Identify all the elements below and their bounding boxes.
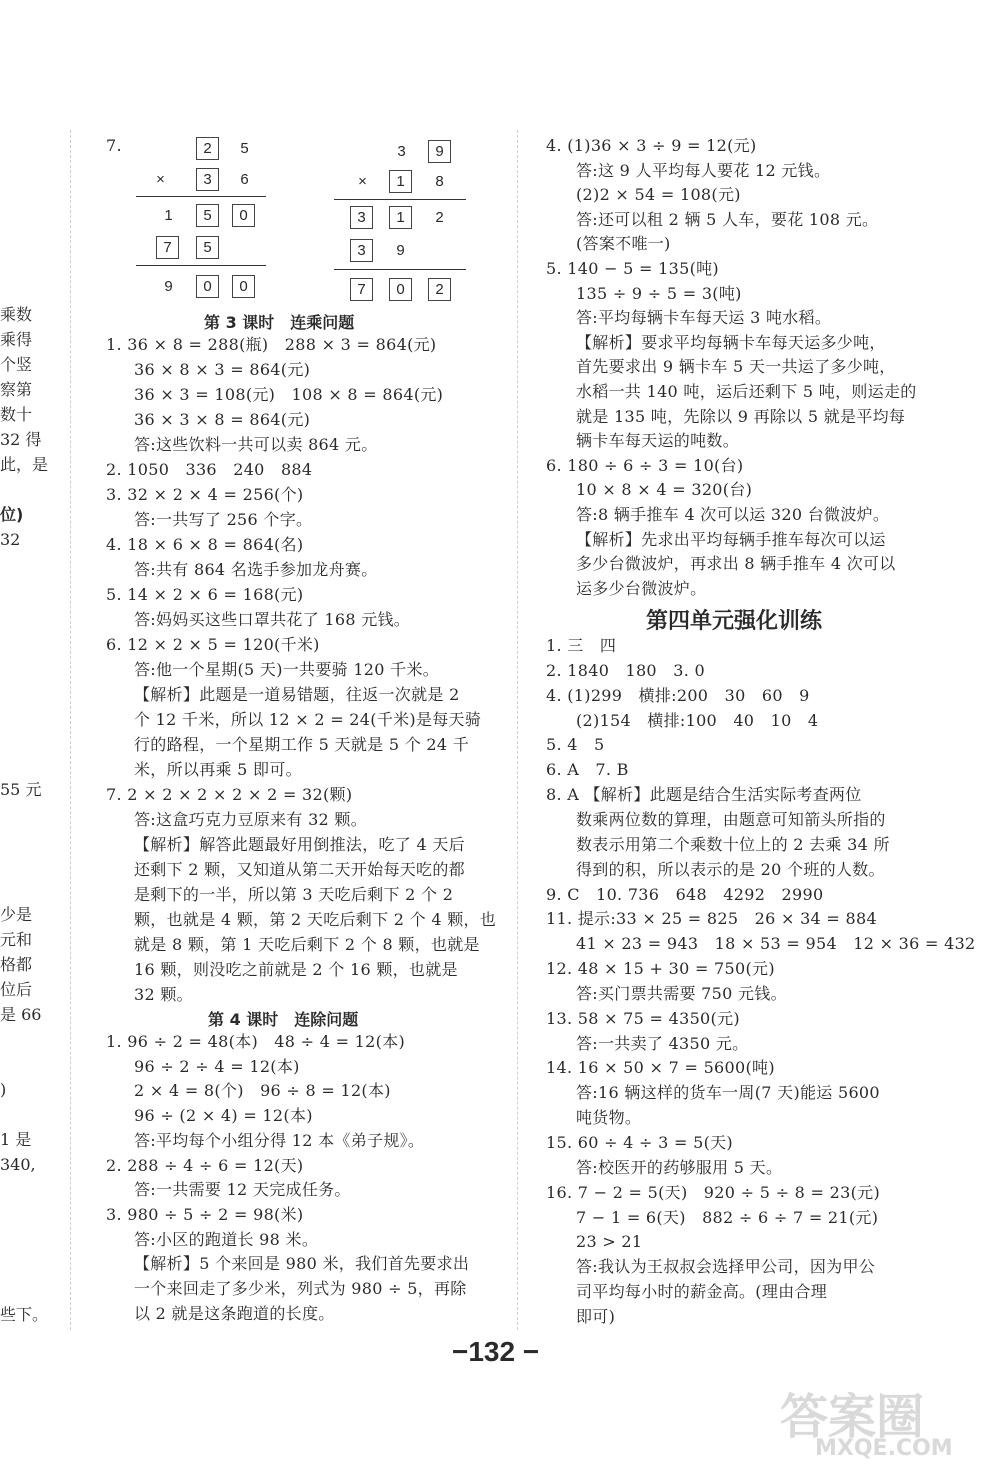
answer-line: 10 × 8 × 4 = 320(台) xyxy=(576,480,753,500)
digit-box: 5 xyxy=(196,236,219,259)
answer-line: 【解析】解答此题最好用倒推法，吃了 4 天后 xyxy=(134,835,465,854)
answer-line: 多少台微波炉，再求出 8 辆手推车 4 次可以 xyxy=(576,554,896,574)
answer-line: 36 × 3 × 8 = 864(元) xyxy=(134,410,311,429)
answer-line: 答:一共需要 12 天完成任务。 xyxy=(134,1180,351,1200)
answer-line: 23 > 21 xyxy=(576,1232,643,1252)
answer-line: 2 × 4 = 8(个) 96 ÷ 8 = 12(本) xyxy=(134,1081,391,1101)
answer-line: 1. 三 四 xyxy=(546,636,617,655)
answer-line: 辆卡车每天运的吨数。 xyxy=(576,431,740,451)
cut-off-text: 位) xyxy=(0,505,24,524)
answer-line: 就是 8 颗，第 1 天吃后剩下 2 个 8 颗，也就是 xyxy=(134,935,480,954)
answer-line: 4. (1)36 × 3 ÷ 9 = 12(元) xyxy=(546,136,757,155)
digit-box: 1 xyxy=(389,170,412,193)
rule-line xyxy=(136,196,266,197)
answer-line: 36 × 3 = 108(元) 108 × 8 = 864(元) xyxy=(134,385,444,404)
answer-line: 【解析】先求出平均每辆手推车每次可以运 xyxy=(576,529,886,549)
answer-line: 【解析】要求平均每辆卡车每天运多少吨， xyxy=(576,332,886,352)
answer-line: 【解析】5 个来回是 980 米，我们首先要求出 xyxy=(134,1254,470,1274)
cut-off-text: 些下。 xyxy=(0,1305,49,1324)
answer-line: 数表示用第二个乘数十位上的 2 去乘 34 所 xyxy=(576,834,890,854)
section-heading: 第 4 课时 连除问题 xyxy=(208,1010,359,1029)
digit-box: 3 xyxy=(350,239,373,262)
answer-line: 答:我认为王叔叔会选择甲公司，因为甲公 xyxy=(576,1257,876,1277)
answer-line: 6. A 7. B xyxy=(546,760,629,780)
column-divider xyxy=(517,130,518,1330)
answer-line: 得到的积，所以表示的是 20 个班的人数。 xyxy=(576,859,885,879)
cut-off-text: 55 元 xyxy=(0,780,42,799)
answer-line: 【解析】此题是一道易错题，往返一次就是 2 xyxy=(134,685,460,704)
digit-box: 1 xyxy=(389,206,412,229)
digit-box: 0 xyxy=(389,278,412,301)
answer-line: 2. 1050 336 240 884 xyxy=(106,460,313,479)
answer-line: 答:共有 864 名选手参加龙舟赛。 xyxy=(134,560,378,579)
answer-line: 1. 96 ÷ 2 = 48(本) 48 ÷ 4 = 12(本) xyxy=(106,1032,406,1051)
unit-heading: 第四单元强化训练 xyxy=(646,609,823,634)
cut-off-text: 此，是 xyxy=(0,455,49,474)
multiply-sign: × xyxy=(156,171,165,188)
answer-line: 7 − 1 = 6(天) 882 ÷ 6 ÷ 7 = 21(元) xyxy=(576,1207,879,1227)
rule-line xyxy=(334,199,466,200)
cut-off-text: 乘得 xyxy=(0,330,33,349)
digit: 5 xyxy=(240,140,249,157)
answer-line: 答:16 辆这样的货车一周(7 天)能运 5600 xyxy=(576,1083,880,1103)
answer-line: (2)154 横排:100 40 10 4 xyxy=(576,710,819,730)
answer-line: 颗，也就是 4 颗，第 2 天吃后剩下 2 个 4 颗，也 xyxy=(134,910,497,929)
answer-line: 答:平均每辆卡车每天运 3 吨水稻。 xyxy=(576,308,832,328)
digit-box: 0 xyxy=(232,275,255,298)
answer-line: 5. 14 × 2 × 6 = 168(元) xyxy=(106,585,304,604)
cut-off-text: 340, xyxy=(0,1155,36,1174)
answer-line: 答:妈妈买这些口罩共花了 168 元钱。 xyxy=(134,610,411,629)
column-divider xyxy=(70,130,71,1330)
answer-line: 答:小区的跑道长 98 米。 xyxy=(134,1229,319,1249)
answer-line: 司平均每小时的薪金高。(理由合理 xyxy=(576,1282,828,1302)
digit: 8 xyxy=(435,173,444,190)
digit: 9 xyxy=(396,242,405,259)
watermark: 答案圈 xyxy=(780,1389,925,1445)
rule-line xyxy=(334,269,466,270)
answer-line: 36 × 8 × 3 = 864(元) xyxy=(134,360,311,379)
rule-line xyxy=(136,265,266,266)
digit: 2 xyxy=(435,209,444,226)
answer-line: 41 × 23 = 943 18 × 53 = 954 12 × 36 = 432 xyxy=(576,934,976,954)
answer-line: 答:这盒巧克力豆原来有 32 颗。 xyxy=(134,810,368,829)
answer-line: 5. 4 5 xyxy=(546,735,605,755)
cut-off-text: ) xyxy=(0,1080,7,1099)
digit-box: 0 xyxy=(196,275,219,298)
answer-line: 4. 18 × 6 × 8 = 864(名) xyxy=(106,535,304,554)
answer-line: 13. 58 × 75 = 4350(元) xyxy=(546,1008,740,1028)
answer-line: 6. 12 × 2 × 5 = 120(千米) xyxy=(106,635,320,654)
digit-box: 3 xyxy=(196,168,219,191)
answer-line: 是剩下的一半，所以第 3 天吃后剩下 2 个 2 xyxy=(134,885,454,904)
answer-line: 2. 288 ÷ 4 ÷ 6 = 12(天) xyxy=(106,1155,304,1175)
multiply-sign: × xyxy=(358,173,367,190)
answer-line: 3. 980 ÷ 5 ÷ 2 = 98(米) xyxy=(106,1204,304,1224)
answer-line: 还剩下 2 颗，又知道从第二天开始每天吃的都 xyxy=(134,860,465,879)
answer-line: 16. 7 − 2 = 5(天) 920 ÷ 5 ÷ 8 = 23(元) xyxy=(546,1182,880,1202)
section-heading: 第 3 课时 连乘问题 xyxy=(204,313,355,332)
digit-box: 2 xyxy=(428,278,451,301)
answer-line: 吨货物。 xyxy=(576,1108,642,1128)
answer-line: 即可) xyxy=(576,1306,616,1326)
digit-box: 5 xyxy=(196,204,219,227)
answer-line: 个 12 千米，所以 12 × 2 = 24(千米)是每天骑 xyxy=(134,710,482,729)
answer-line: 32 颗。 xyxy=(134,985,193,1004)
answer-line: (2)2 × 54 = 108(元) xyxy=(576,185,741,205)
answer-line: 答:还可以租 2 辆 5 人车，要花 108 元。 xyxy=(576,209,879,229)
answer-line: 11. 提示:33 × 25 = 825 26 × 34 = 884 xyxy=(546,909,877,929)
answer-line: 答:校医开的药够服用 5 天。 xyxy=(576,1157,783,1177)
answer-line: 就是 135 吨，先除以 9 再除以 5 就是平均每 xyxy=(576,406,906,426)
digit-box: 3 xyxy=(350,206,373,229)
answer-line: 行的路程，一个星期工作 5 天就是 5 个 24 千 xyxy=(134,735,470,754)
cut-off-text: 个竖 xyxy=(0,355,33,374)
answer-line: 答:平均每个小组分得 12 本《弟子规》。 xyxy=(134,1130,425,1150)
digit: 9 xyxy=(164,278,173,295)
digit-box: 7 xyxy=(156,236,179,259)
answer-line: 8. A 【解析】此题是结合生活实际考查两位 xyxy=(546,785,862,805)
answer-line: 15. 60 ÷ 4 ÷ 3 = 5(天) xyxy=(546,1133,733,1152)
answer-line: 135 ÷ 9 ÷ 5 = 3(吨) xyxy=(576,283,742,303)
answer-line: 运多少台微波炉。 xyxy=(576,578,707,598)
cut-off-text: 察第 xyxy=(0,380,33,399)
answer-line: 12. 48 × 15 + 30 = 750(元) xyxy=(546,959,775,979)
answer-line: 首先要求出 9 辆卡车 5 天一共运了多少吨， xyxy=(576,357,896,377)
page-number: −132 − xyxy=(452,1336,540,1367)
answer-line: 水稻一共 140 吨，运后还剩下 5 吨，则运走的 xyxy=(576,382,917,401)
digit-box: 9 xyxy=(428,140,451,163)
cut-off-text: 格都 xyxy=(0,955,33,974)
answer-line: 答:买门票共需要 750 元钱。 xyxy=(576,983,787,1003)
answer-line: 答:一共卖了 4350 元。 xyxy=(576,1033,749,1053)
answer-line: 以 2 就是这条跑道的长度。 xyxy=(134,1303,335,1323)
answer-line: 米，所以再乘 5 即可。 xyxy=(134,760,302,779)
cut-off-text: 少是 xyxy=(0,905,33,924)
answer-line: 9. C 10. 736 648 4292 2990 xyxy=(546,884,824,904)
cut-off-text: 是 66 xyxy=(0,1005,42,1024)
cut-off-text: 乘数 xyxy=(0,305,33,324)
answer-line: 4. (1)299 横排:200 30 60 9 xyxy=(546,685,810,705)
cut-off-text: 32 得 xyxy=(0,430,42,449)
answer-line: 16 颗，则没吃之前就是 2 个 16 颗，也就是 xyxy=(134,960,458,979)
answer-line: (答案不唯一) xyxy=(576,234,671,254)
answer-line: 5. 140 − 5 = 135(吨) xyxy=(546,259,719,278)
answer-line: 答:他一个星期(5 天)一共要骑 120 千米。 xyxy=(134,660,440,679)
answer-line: 14. 16 × 50 × 7 = 5600(吨) xyxy=(546,1058,775,1078)
digit-box: 7 xyxy=(350,278,373,301)
answer-line: 7. 2 × 2 × 2 × 2 × 2 = 32(颗) xyxy=(106,785,353,804)
digit-box: 0 xyxy=(232,204,255,227)
cut-off-text: 1 是 xyxy=(0,1130,32,1149)
answer-line: 6. 180 ÷ 6 ÷ 3 = 10(台) xyxy=(546,455,744,475)
cut-off-text: 32 xyxy=(0,530,21,549)
answer-line: 答:这 9 人平均每人要花 12 元钱。 xyxy=(576,160,831,180)
cut-off-text: 位后 xyxy=(0,980,33,999)
answer-line: 3. 32 × 2 × 4 = 256(个) xyxy=(106,485,304,504)
digit-box: 2 xyxy=(196,137,219,160)
answer-line: 96 ÷ (2 × 4) = 12(本) xyxy=(134,1106,313,1126)
answer-line: 答:8 辆手推车 4 次可以运 320 台微波炉。 xyxy=(576,505,890,524)
answer-line: 一个来回走了多少米，列式为 980 ÷ 5，再除 xyxy=(134,1279,467,1298)
answer-line: 数乘两位数的算理，由题意可知箭头所指的 xyxy=(576,809,886,829)
cut-off-text: 数十 xyxy=(0,405,33,424)
cut-off-text: 元和 xyxy=(0,930,33,949)
answer-line: 2. 1840 180 3. 0 xyxy=(546,660,705,680)
answer-line: 1. 36 × 8 = 288(瓶) 288 × 3 = 864(元) xyxy=(106,335,437,354)
watermark-url: MXQE.COM xyxy=(815,1436,953,1461)
question-number: 7. xyxy=(106,136,122,155)
digit: 3 xyxy=(397,143,406,160)
answer-line: 答:这些饮料一共可以卖 864 元。 xyxy=(134,435,378,454)
digit: 1 xyxy=(164,207,173,224)
answer-line: 96 ÷ 2 ÷ 4 = 12(本) xyxy=(134,1056,300,1076)
digit: 6 xyxy=(240,171,249,188)
answer-line: 答:一共写了 256 个字。 xyxy=(134,510,313,529)
